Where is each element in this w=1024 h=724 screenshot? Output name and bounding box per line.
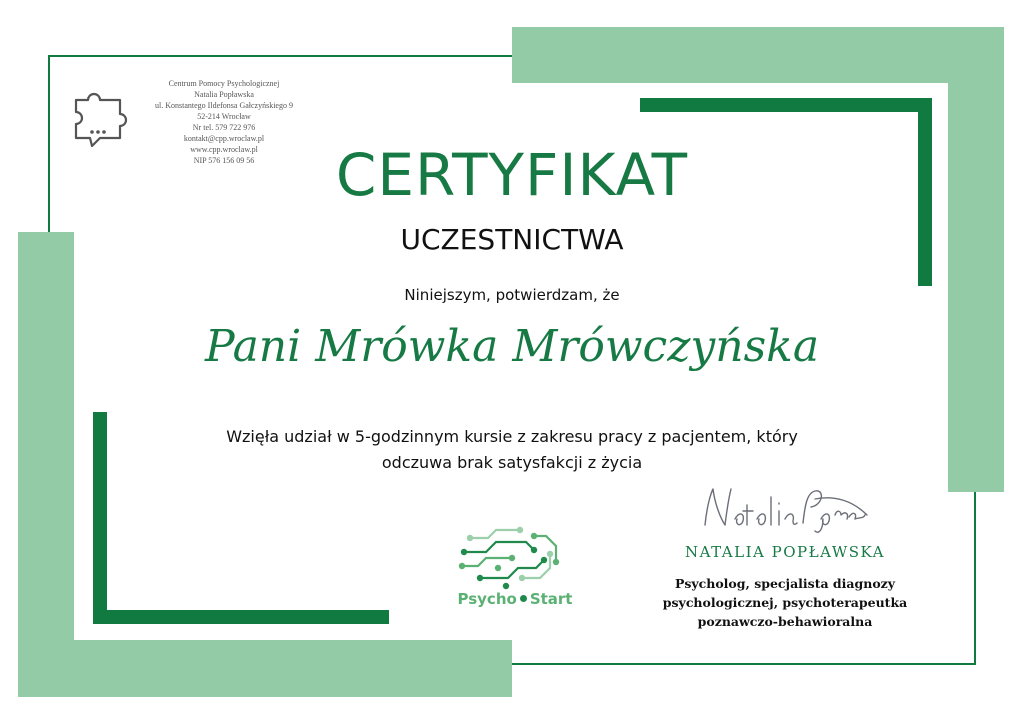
- description-line: Wzięła udział w 5-godzinnym kursie z zakresu pracy z pacjentem, który: [226, 427, 798, 446]
- stamp-line: Centrum Pomocy Psychologicznej: [168, 79, 280, 88]
- corner-light-bottom-bar: [18, 640, 512, 697]
- stamp-line: Nr tel. 579 722 976: [192, 123, 256, 132]
- corner-dark-bottom-bar: [93, 610, 389, 624]
- role-line: psychologicznej, psychoterapeutka: [662, 595, 908, 610]
- corner-dark-left-bar: [93, 412, 107, 624]
- psychostart-logo: [440, 524, 590, 614]
- corner-dark-top-bar: [640, 98, 932, 112]
- logo-dot-icon: [520, 595, 527, 602]
- certificate-subtitle: UCZESTNICTWA: [400, 223, 624, 256]
- logo-word-psycho: Psycho: [457, 590, 517, 608]
- stamp-line: NIP 576 156 09 56: [193, 156, 255, 165]
- logo-wordmark: [440, 590, 590, 608]
- description-line: odczuwa brak satysfakcji z życia: [381, 453, 643, 472]
- stamp-line: Natalia Popławska: [194, 90, 254, 99]
- course-description: [140, 424, 884, 476]
- corner-light-right-bar: [948, 27, 1004, 492]
- confirmation-text: Niniejszym, potwierdzam, że: [404, 286, 620, 304]
- stamp-line: 52-214 Wrocław: [197, 112, 251, 121]
- signatory-name: NATALIA POPŁAWSKA: [684, 543, 885, 561]
- certificate-title: CERTYFIKAT: [335, 141, 689, 209]
- brain-circuit-icon: [450, 524, 580, 590]
- stamp-line: www.cpp.wroclaw.pl: [190, 145, 258, 154]
- stamp-line: kontakt@cpp.wroclaw.pl: [183, 134, 265, 143]
- role-line: Psycholog, specjalista diagnozy: [674, 576, 896, 591]
- handwritten-signature: [695, 475, 875, 545]
- signatory-role: [640, 574, 930, 631]
- logo-word-start: Start: [529, 590, 573, 608]
- recipient-name: Pani Mrówka Mrówczyńska: [204, 321, 820, 372]
- corner-light-top-bar: [512, 27, 1004, 83]
- role-line: poznawczo-behawioralna: [697, 614, 873, 629]
- stamp-line: ul. Konstantego Ildefonsa Gałczyńskiego 9: [155, 101, 293, 110]
